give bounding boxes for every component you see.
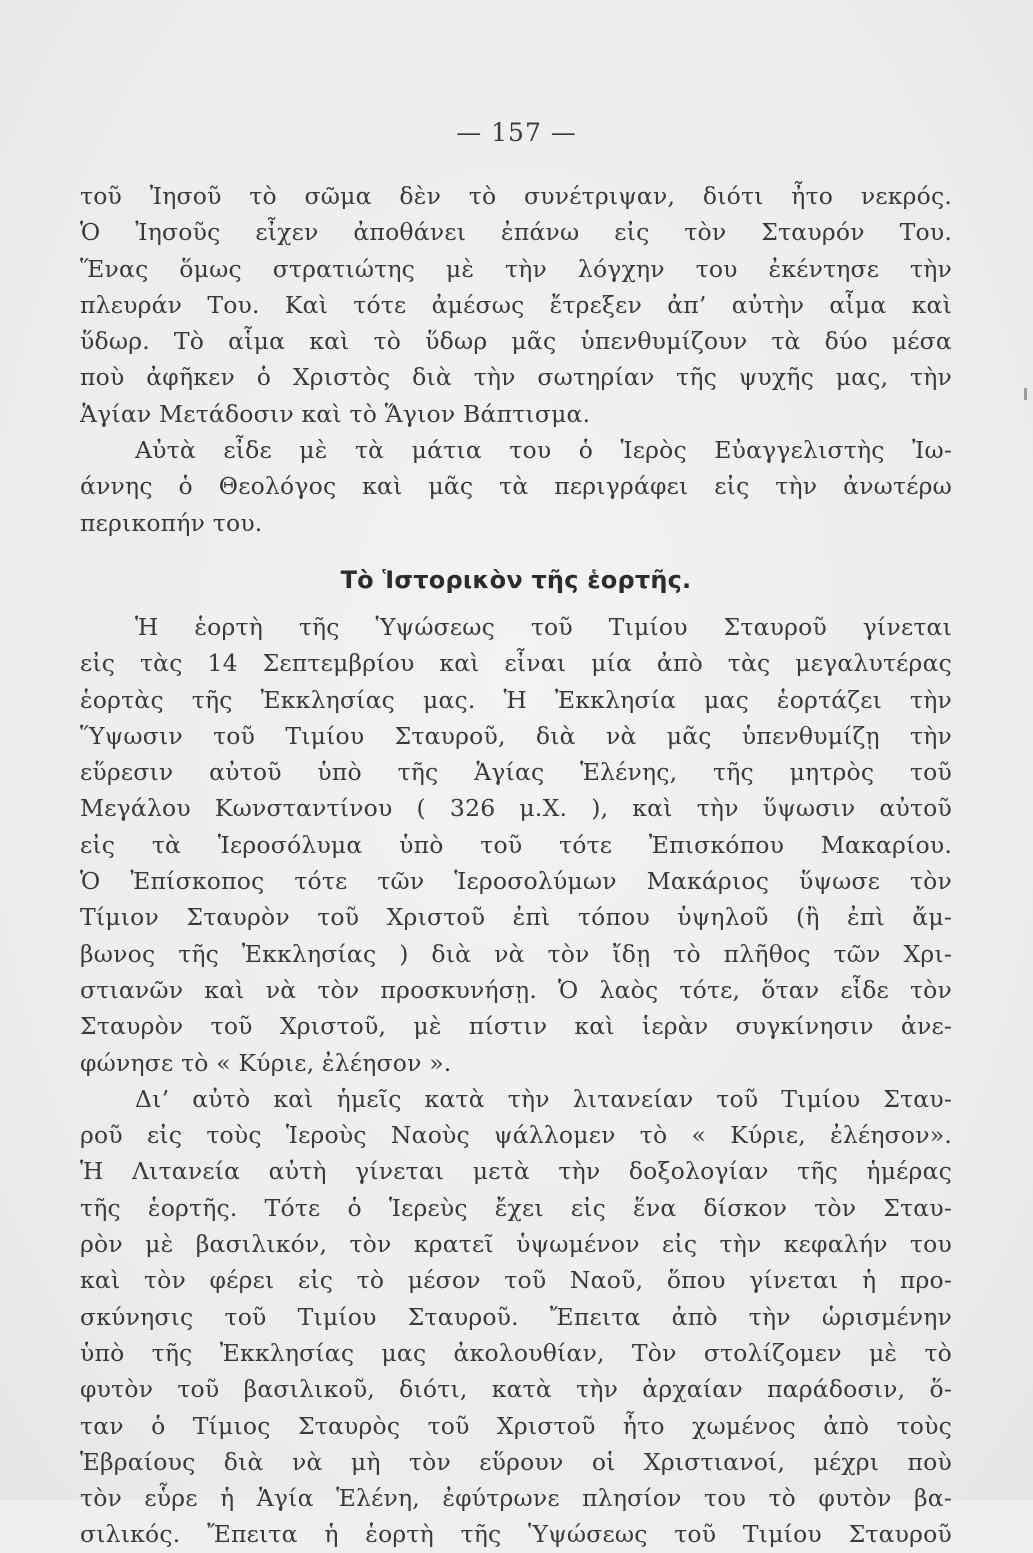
text-line: φυτὸν τοῦ βασιλικοῦ, διότι, κατὰ τὴν ἀρχαίαν παράδοσιν, ὅ- xyxy=(80,1375,952,1404)
text-line: εἰς τὰ Ἱεροσόλυμα ὑπὸ τοῦ τότε Ἐπισκόπου Μακαρίου. xyxy=(80,830,952,859)
text-line: ἑορτὰς τῆς Ἐκκλησίας μας. Ἡ Ἐκκλησία μας ἑορτάζει τὴν xyxy=(80,685,952,714)
paragraph-evangelist xyxy=(80,432,952,541)
text-line: Ἁγίαν Μετάδοσιν καὶ τὸ Ἅγιον Βάπτισμα. xyxy=(80,399,591,428)
text-line: τοῦ Ἰησοῦ τὸ σῶμα δὲν τὸ συνέτριψαν, διότι ἦτο νεκρός. xyxy=(80,182,952,210)
text-line: καὶ τὸν φέρει εἰς τὸ μέσον τοῦ Ναοῦ, ὅπου γίνεται ἡ προ- xyxy=(80,1266,952,1295)
page-number: — 157 — xyxy=(456,118,577,147)
text-line: Τίμιον Σταυρὸν τοῦ Χριστοῦ ἐπὶ τόπου ὑψηλοῦ (ἢ ἐπὶ ἄμ- xyxy=(80,903,952,932)
paragraph-crucifixion xyxy=(80,178,952,432)
scan-edge-mark xyxy=(1024,388,1027,400)
text-line: σκύνησις τοῦ Τιμίου Σταυροῦ. Ἔπειτα ἀπὸ τὴν ὡρισμένην xyxy=(80,1302,952,1331)
text-line: άννης ὁ Θεολόγος καὶ μᾶς τὰ περιγράφει εἰς τὴν ἀνωτέρω xyxy=(80,472,952,501)
text-line: Ἡ ἑορτὴ τῆς Ὑψώσεως τοῦ Τιμίου Σταυροῦ γίνεται xyxy=(135,612,952,641)
text-line: ποὺ ἀφῆκεν ὁ Χριστὸς διὰ τὴν σωτηρίαν τῆς ψυχῆς μας, τὴν xyxy=(80,363,952,392)
text-line: Αὐτὰ εἶδε μὲ τὰ μάτια του ὁ Ἱερὸς Εὐαγγελιστὴς Ἰω- xyxy=(135,436,952,465)
text-line: Ἡ Λιτανεία αὐτὴ γίνεται μετὰ τὴν δοξολογίαν τῆς ἡμέρας xyxy=(80,1157,952,1186)
text-line: σιλικός. Ἔπειτα ἡ ἑορτὴ τῆς Ὑψώσεως τοῦ Τιμίου Σταυροῦ xyxy=(80,1520,952,1549)
text-line: Δι’ αὐτὸ καὶ ἡμεῖς κατὰ τὴν λιτανείαν τοῦ Τιμίου Σταυ- xyxy=(135,1084,952,1113)
text-line: τῆς ἑορτῆς. Τότε ὁ Ἱερεὺς ἔχει εἰς ἕνα δίσκον τὸν Σταυ- xyxy=(80,1193,952,1222)
text-line: Ὕψωσιν τοῦ Τιμίου Σταυροῦ, διὰ νὰ μᾶς ὑπενθυμίζῃ τὴν xyxy=(80,721,952,750)
text-line: Ἑβραίους διὰ νὰ μὴ τὸν εὕρουν οἱ Χριστιανοί, μέχρι ποὺ xyxy=(80,1447,952,1476)
text-line: ὑπὸ τῆς Ἐκκλησίας μας ἀκολουθίαν, Τὸν στολίζομεν μὲ τὸ xyxy=(80,1338,952,1367)
text-line: Μεγάλου Κωνσταντίνου ( 326 μ.Χ. ), καὶ τὴν ὕψωσιν αὐτοῦ xyxy=(80,794,952,823)
text-line: βωνος τῆς Ἐκκλησίας ) διὰ νὰ τὸν ἴδῃ τὸ πλῆθος τῶν Χρι- xyxy=(80,939,952,968)
text-line: εὕρεσιν αὐτοῦ ὑπὸ τῆς Ἁγίας Ἑλένης, τῆς μητρὸς τοῦ xyxy=(80,758,952,787)
text-line: περικοπήν του. xyxy=(80,508,263,537)
text-line: ταν ὁ Τίμιος Σταυρὸς τοῦ Χριστοῦ ἦτο χωμένος ἀπὸ τοὺς xyxy=(80,1411,952,1440)
text-line: Ὁ Ἐπίσκοπος τότε τῶν Ἱεροσολύμων Μακάριος ὕψωσε τὸν xyxy=(80,867,952,896)
text-line: ὕδωρ. Τὸ αἷμα καὶ τὸ ὕδωρ μᾶς ὑπενθυμίζουν τὰ δύο μέσα xyxy=(80,327,952,356)
paragraph-history xyxy=(80,609,952,1081)
text-line: τὸν εὗρε ἡ Ἁγία Ἑλένη, ἐφύτρωνε πλησίον του τὸ φυτὸν βα- xyxy=(80,1484,952,1513)
text-line: στιανῶν καὶ νὰ τὸν προσκυνήσῃ. Ὁ λαὸς τότε, ὅταν εἶδε τὸν xyxy=(80,975,952,1004)
text-line: Σταυρὸν τοῦ Χριστοῦ, μὲ πίστιν καὶ ἱερὰν συγκίνησιν ἀνε- xyxy=(80,1012,952,1041)
paragraph-litany xyxy=(80,1081,952,1553)
text-line: Ἕνας ὅμως στρατιώτης μὲ τὴν λόγχην του ἐκέντησε τὴν xyxy=(80,254,952,283)
text-line: εἰς τὰς 14 Σεπτεμβρίου καὶ εἶναι μία ἀπὸ τὰς μεγαλυτέρας xyxy=(80,649,952,678)
text-line: πλευράν Του. Καὶ τότε ἀμέσως ἔτρεξεν ἀπ’ αὐτὴν αἷμα καὶ xyxy=(80,290,952,319)
text-line: φώνησε τὸ « Κύριε, ἐλέησον ». xyxy=(80,1048,452,1077)
text-line: ρὸν μὲ βασιλικόν, τὸν κρατεῖ ὑψωμένον εἰς τὴν κεφαλήν του xyxy=(80,1230,952,1259)
body-text xyxy=(80,178,952,1553)
section-heading: Τὸ Ἱστορικὸν τῆς ἑορτῆς. xyxy=(340,565,692,594)
text-line: ροῦ εἰς τοὺς Ἱεροὺς Ναοὺς ψάλλομεν τὸ « Κύριε, ἐλέησον». xyxy=(80,1121,952,1150)
text-line: Ὁ Ἰησοῦς εἶχεν ἀποθάνει ἐπάνω εἰς τὸν Σταυρόν Του. xyxy=(80,218,952,247)
